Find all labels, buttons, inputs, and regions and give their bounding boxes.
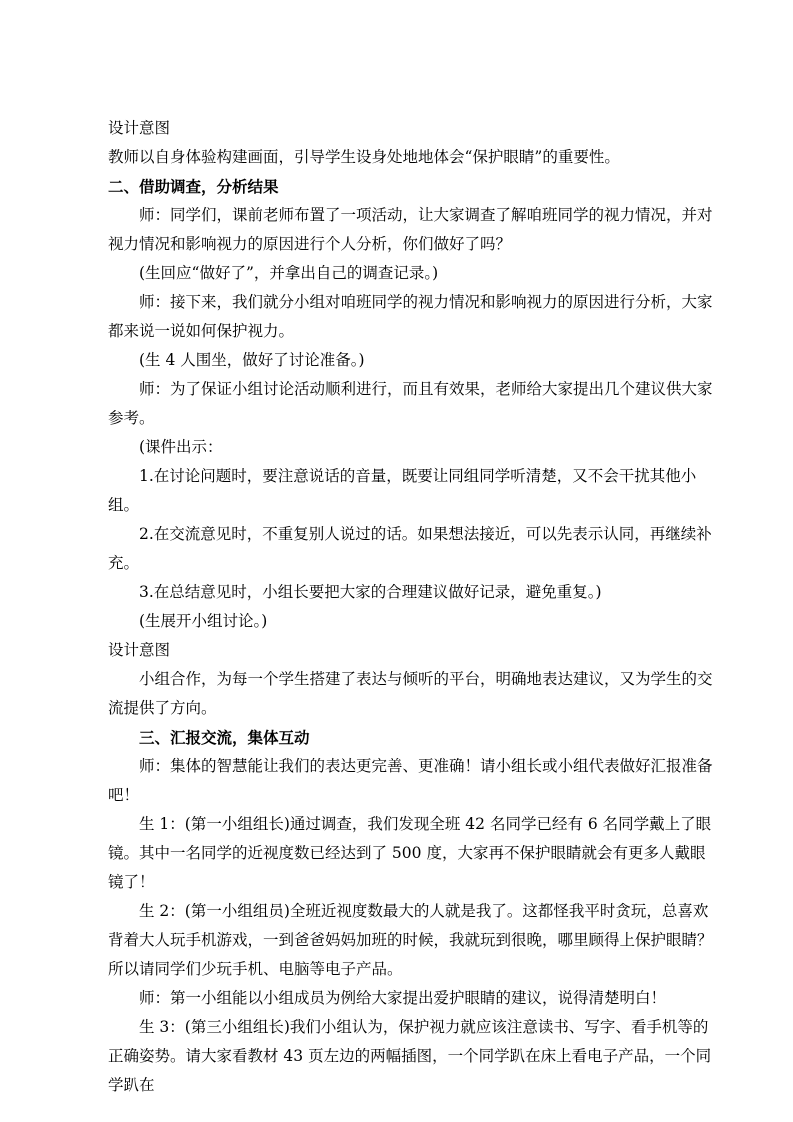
paragraph: 生 3：(第三小组组长)我们小组认为，保护视力就应该注意读书、写字、看手机等的正确姿势。请大家看教材 43 页左边的两幅插图，一个同学趴在床上看电子产品，一个同学趴在 — [108, 1018, 712, 1094]
paragraph: (生 4 人围坐，做好了讨论准备。) — [139, 351, 365, 369]
list-item: 3.在总结意见时，小组长要把大家的合理建议做好记录，避免重复。) — [139, 583, 602, 601]
paragraph: (生展开小组讨论。) — [139, 612, 268, 630]
paragraph: 师：第一小组能以小组成员为例给大家提出爱护眼睛的建议，说得清楚明白！ — [139, 989, 667, 1007]
design-intent-heading: 设计意图 — [108, 641, 171, 659]
paragraph: 小组合作，为每一个学生搭建了表达与倾听的平台，明确地表达建议，又为学生的交流提供了方向。 — [108, 670, 713, 717]
paragraph: 生 2：(第一小组组员)全班近视度数最大的人就是我了。这都怪我平时贪玩，总喜欢背着大人玩手机游戏，一到爸爸妈妈加班的时候，我就玩到很晚，哪里顾得上保护眼睛？所以请同学们少玩手机、电脑等电子产品。 — [108, 902, 713, 978]
paragraph: (课件出示： — [139, 438, 223, 456]
paragraph: 教师以自身体验构建画面，引导学生设身处地地体会“保护眼睛”的重要性。 — [108, 148, 620, 166]
design-intent-heading: 设计意图 — [108, 119, 171, 137]
section-heading: 三、汇报交流，集体互动 — [139, 728, 310, 747]
document-body — [108, 114, 718, 1100]
section-heading: 二、借助调查，分析结果 — [108, 177, 279, 196]
list-item: 2.在交流意见时，不重复别人说过的话。如果想法接近，可以先表示认同，再继续补充。 — [108, 525, 712, 572]
list-item: 1.在讨论问题时，要注意说话的音量，既要让同组同学听清楚，又不会干扰其他小组。 — [108, 467, 697, 514]
paragraph: 师：集体的智慧能让我们的表达更完善、更准确！请小组长或小组代表做好汇报准备吧！ — [108, 757, 713, 804]
paragraph: 师：为了保证小组讨论活动顺利进行，而且有效果，老师给大家提出几个建议供大家参考。 — [108, 380, 713, 427]
paragraph: 生 1：(第一小组组长)通过调查，我们发现全班 42 名同学已经有 6 名同学戴上了眼镜。其中一名同学的近视度数已经达到了 500 度，大家再不保护眼睛就会有更多人戴眼镜了！ — [108, 815, 712, 891]
paragraph: (生回应“做好了”，并拿出自己的调查记录。) — [139, 264, 439, 282]
paragraph: 师：同学们，课前老师布置了一项活动，让大家调查了解咱班同学的视力情况，并对视力情况和影响视力的原因进行个人分析，你们做好了吗？ — [108, 206, 713, 253]
paragraph: 师：接下来，我们就分小组对咱班同学的视力情况和影响视力的原因进行分析，大家都来说一说如何保护视力。 — [108, 293, 713, 340]
